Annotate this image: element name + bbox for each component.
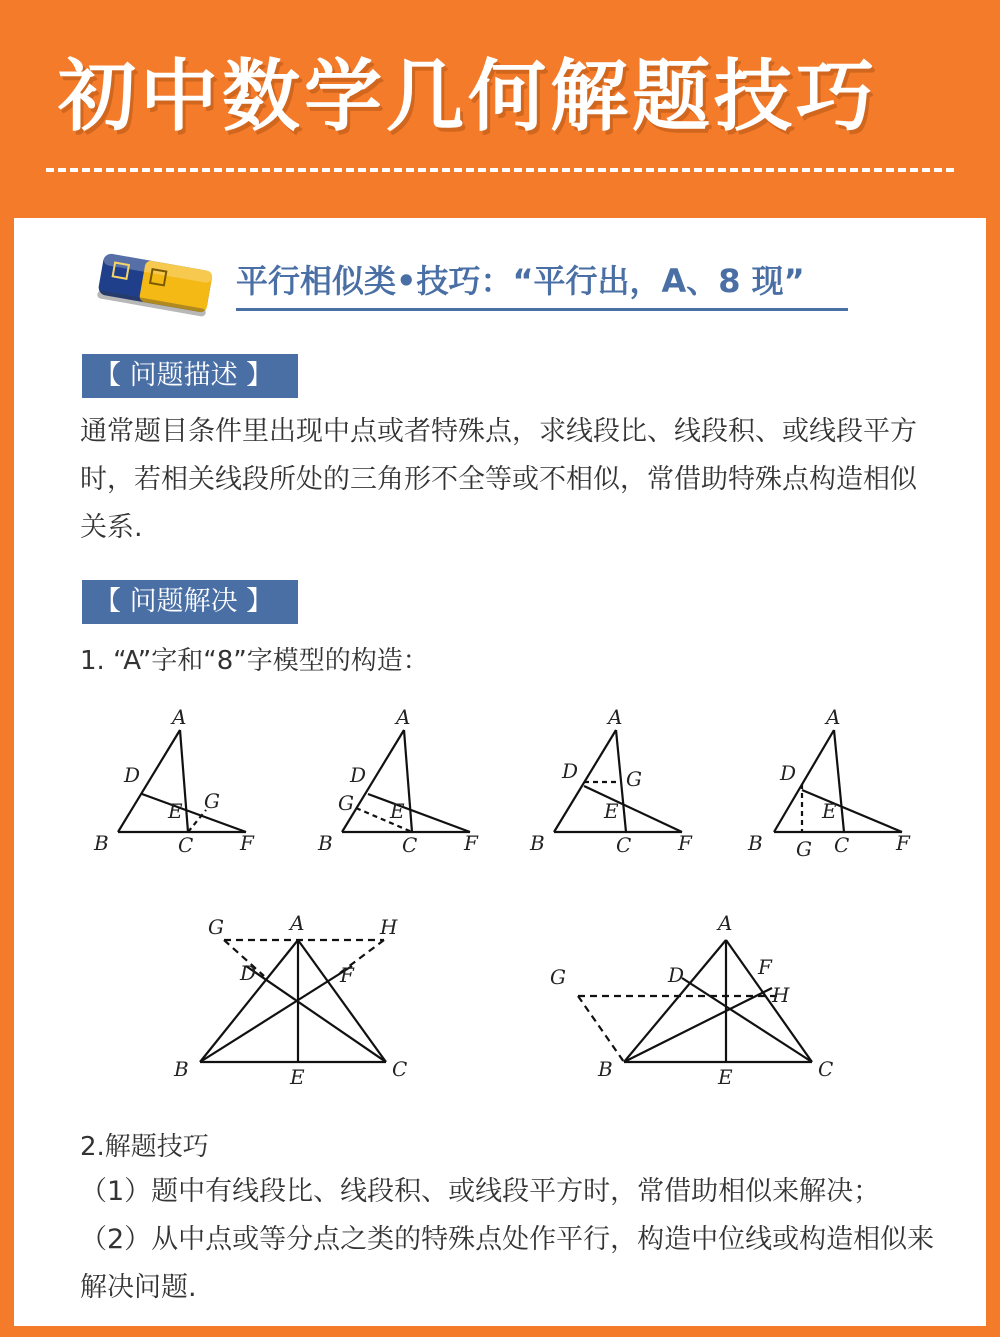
label-g: G bbox=[204, 789, 220, 813]
figure-a-model-4 bbox=[740, 698, 930, 858]
label-g: G bbox=[550, 965, 566, 989]
label-b: B bbox=[94, 831, 109, 855]
label-f: F bbox=[758, 955, 772, 979]
solution-tag: 【 问题解决 】 bbox=[82, 580, 298, 624]
label-h: H bbox=[772, 983, 790, 1007]
label-c: C bbox=[834, 833, 850, 857]
label-g: G bbox=[626, 767, 642, 791]
title-divider bbox=[46, 168, 954, 172]
label-b: B bbox=[598, 1057, 613, 1081]
label-d: D bbox=[668, 963, 685, 987]
label-f: F bbox=[678, 831, 692, 855]
label-c: C bbox=[818, 1057, 834, 1081]
label-a: A bbox=[718, 911, 733, 935]
label-a: A bbox=[608, 705, 623, 729]
tip-2: （2）从中点或等分点之类的特殊点处作平行，构造中位线或构造相似来解决问题. bbox=[80, 1224, 935, 1303]
label-d: D bbox=[124, 763, 141, 787]
label-d: D bbox=[780, 761, 797, 785]
figure-a-model-1 bbox=[80, 698, 270, 858]
description-tag: 【 问题描述 】 bbox=[82, 354, 298, 398]
figure-a-model-2 bbox=[306, 698, 496, 858]
tip-1: （1）题中有线段比、线段积、或线段平方时，常借助相似来解决； bbox=[80, 1176, 881, 1207]
label-e: E bbox=[718, 1065, 733, 1089]
label-f: F bbox=[464, 831, 478, 855]
content-card bbox=[14, 218, 986, 1326]
label-b: B bbox=[174, 1057, 189, 1081]
figure-8-model-2 bbox=[534, 904, 854, 1094]
section-subtitle: 平行相似类•技巧：“平行出，A、8 现” bbox=[236, 256, 848, 311]
label-b: B bbox=[530, 831, 545, 855]
label-c: C bbox=[616, 833, 632, 857]
tips-heading: 2.解题技巧 bbox=[80, 1132, 209, 1162]
label-f: F bbox=[340, 963, 354, 987]
label-g: G bbox=[208, 915, 224, 939]
eraser-icon bbox=[94, 248, 218, 320]
label-e: E bbox=[822, 799, 837, 823]
label-d: D bbox=[562, 759, 579, 783]
figure-8-model-1 bbox=[164, 904, 424, 1094]
label-e: E bbox=[168, 799, 183, 823]
label-a: A bbox=[396, 705, 411, 729]
label-d: D bbox=[240, 961, 257, 985]
label-e: E bbox=[390, 799, 405, 823]
model-heading: 1. “A”字和“8”字模型的构造： bbox=[80, 646, 429, 676]
label-b: B bbox=[318, 831, 333, 855]
label-h: H bbox=[380, 915, 398, 939]
label-c: C bbox=[392, 1057, 408, 1081]
label-d: D bbox=[350, 763, 367, 787]
label-f: F bbox=[240, 831, 254, 855]
label-b: B bbox=[748, 831, 763, 855]
label-e: E bbox=[604, 799, 619, 823]
figure-a-model-3 bbox=[520, 698, 710, 858]
description-text: 通常题目条件里出现中点或者特殊点，求线段比、线段积、或线段平方时，若相关线段所处的三角形不全等或不相似，常借助特殊点构造相似关系. bbox=[80, 416, 917, 543]
label-c: C bbox=[402, 833, 418, 857]
page-title: 初中数学几何解题技巧 bbox=[58, 52, 879, 142]
label-g: G bbox=[338, 791, 354, 815]
label-a: A bbox=[290, 911, 305, 935]
label-c: C bbox=[178, 833, 194, 857]
label-a: A bbox=[826, 705, 841, 729]
label-a: A bbox=[172, 705, 187, 729]
label-e: E bbox=[290, 1065, 305, 1089]
label-g: G bbox=[796, 837, 812, 858]
label-f: F bbox=[896, 831, 910, 855]
